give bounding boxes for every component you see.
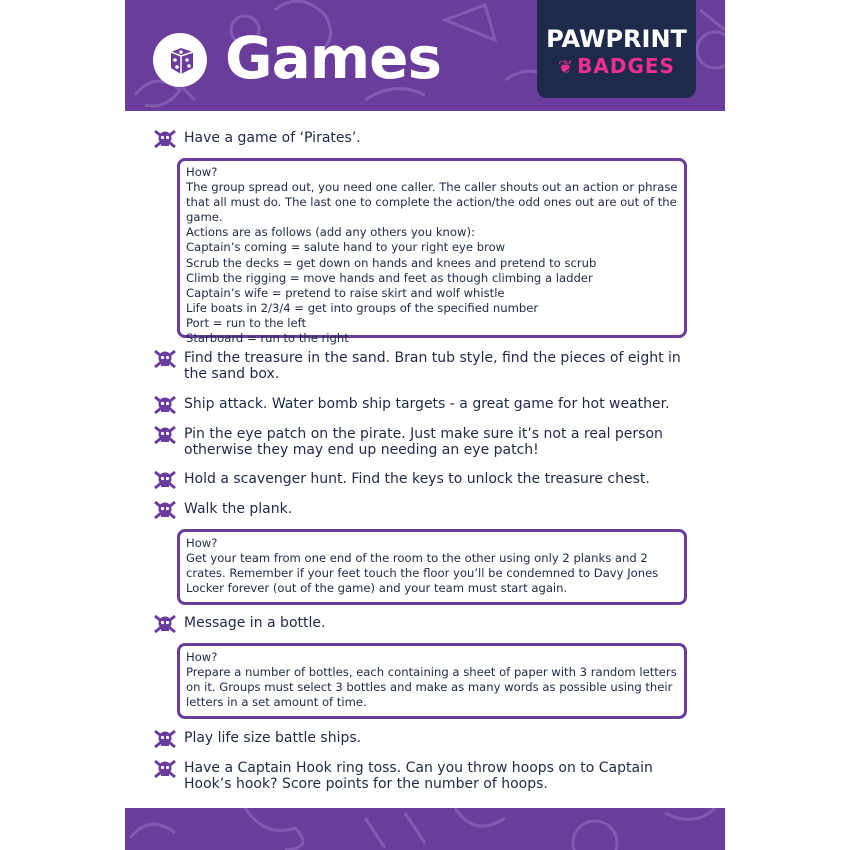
- paw-icon: ❦: [558, 57, 575, 78]
- item-text: Ship attack. Water bomb ship targets - a great game for hot weather.: [184, 396, 670, 412]
- how-line: Climb the rigging = move hands and feet as though climbing a ladder: [186, 270, 593, 285]
- skull-crossbones-icon: [153, 349, 177, 369]
- activity-sheet: [125, 0, 725, 850]
- footer-banner: [125, 808, 725, 850]
- item-text: Play life size battle ships.: [184, 730, 362, 746]
- how-line: Scrub the decks = get down on hands and knees and pretend to scrub: [186, 255, 597, 270]
- how-box: [177, 643, 687, 719]
- brand-logo: [537, 0, 696, 98]
- how-line: Life boats in 2/3/4 = get into groups of the specified number: [186, 300, 539, 315]
- how-line: Prepare a number of bottles, each containing a sheet of paper with 3 random letters on it. Groups must select 3 bottles and make as many words as possible using their letters in a set amount of time.: [186, 665, 677, 710]
- item-text: Pin the eye patch on the pirate. Just make sure it’s not a real person otherwise they may end up needing an eye patch!: [184, 426, 663, 458]
- how-box: [177, 158, 687, 346]
- brand-name-top: PAWPRINT: [546, 25, 687, 53]
- brand-name-bottom: [537, 52, 696, 82]
- item-text: Find the treasure in the sand. Bran tub style, find the pieces of eight in the sand box.: [184, 350, 681, 382]
- how-box: [177, 529, 687, 605]
- skull-crossbones-icon: [153, 759, 177, 779]
- how-line: Starboard = run to the right: [186, 331, 349, 346]
- skull-crossbones-icon: [153, 614, 177, 634]
- page-title: Games: [225, 24, 442, 92]
- how-line: Port = run to the left: [186, 315, 307, 330]
- how-line: Get your team from one end of the room to the other using only 2 planks and 2 crates. Remember if your feet touch the floor you’ll be condemned to Davy Jones Locker forever (out of the game) and your team must start again.: [186, 551, 659, 596]
- pirate-doodle-background: [125, 808, 725, 850]
- skull-crossbones-icon: [153, 395, 177, 415]
- how-line: Actions are as follows (add any others you know):: [186, 225, 475, 240]
- brand-badges-text: BADGES: [577, 54, 675, 78]
- item-text: Hold a scavenger hunt. Find the keys to unlock the treasure chest.: [184, 471, 650, 487]
- how-line: Captain’s coming = salute hand to your right eye brow: [186, 240, 506, 255]
- die-icon: [153, 33, 207, 87]
- skull-crossbones-icon: [153, 729, 177, 749]
- how-heading: How?: [186, 650, 218, 664]
- how-line: The group spread out, you need one caller. The caller shouts out an action or phrase that all must do. The last one to complete the action/the odd ones out are out of the game.: [186, 180, 678, 225]
- how-heading: How?: [186, 165, 218, 179]
- how-line: Captain’s wife = pretend to raise skirt and wolf whistle: [186, 285, 505, 300]
- skull-crossbones-icon: [153, 425, 177, 445]
- item-text: Walk the plank.: [184, 501, 293, 517]
- skull-crossbones-icon: [153, 500, 177, 520]
- how-heading: How?: [186, 536, 218, 550]
- skull-crossbones-icon: [153, 470, 177, 490]
- skull-crossbones-icon: [153, 129, 177, 149]
- header-banner: [125, 0, 725, 111]
- item-text: Message in a bottle.: [184, 615, 326, 631]
- item-text: Have a game of ‘Pirates’.: [184, 130, 361, 146]
- item-text: Have a Captain Hook ring toss. Can you throw hoops on to Captain Hook’s hook? Score points for the number of hoops.: [184, 760, 653, 792]
